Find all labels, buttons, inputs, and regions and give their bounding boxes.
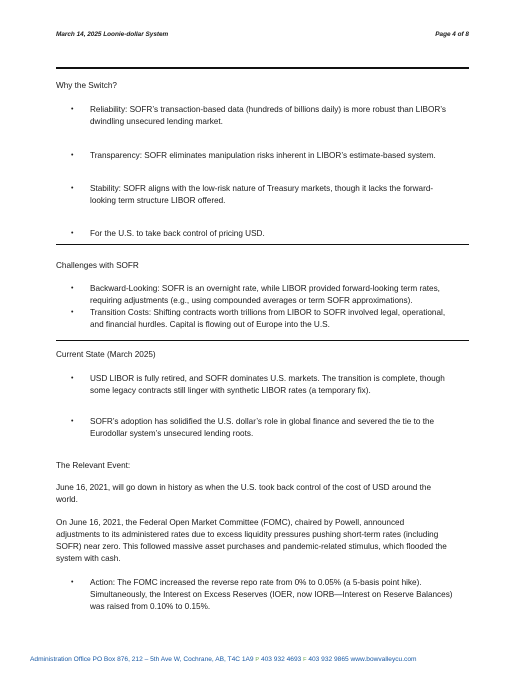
event-paragraph-2-line-2: adjustments to its administered rates due to excess liquidity pressures pushing short-term rates (including — [56, 530, 439, 539]
current-bullet-2-line-2: Eurodollar system’s unsecured lending roots. — [90, 429, 254, 438]
challenges-bullet-2-line-2: and financial hurdles. Capital is flowing out of Europe into the U.S. — [90, 320, 330, 329]
challenges-bullet-1-line-2: requiring adjustments (e.g., using compounded averages or term SOFR approximations). — [90, 296, 413, 305]
why-bullet-1-line-2: dwindling unsecured lending market. — [90, 117, 223, 126]
event-paragraph-1-line-2: world. — [56, 495, 78, 504]
section-heading-event: The Relevant Event: — [56, 461, 131, 470]
section-heading-challenges: Challenges with SOFR — [56, 261, 139, 270]
footer-phone-label: P — [255, 657, 260, 663]
section-divider — [56, 244, 469, 245]
event-paragraph-2-line-1: On June 16, 2021, the Federal Open Market Committee (FOMC), chaired by Powell, announced — [56, 518, 405, 527]
bullet-glyph: • — [71, 375, 74, 382]
section-heading-why: Why the Switch? — [56, 81, 117, 90]
footer-phone: 403 932 4693 — [260, 656, 302, 663]
footer-fax-label: F — [303, 657, 307, 663]
section-heading-current: Current State (March 2025) — [56, 350, 156, 359]
header-page-number: Page 4 of 8 — [435, 31, 469, 38]
bullet-glyph: • — [71, 185, 74, 192]
why-bullet-3-line-2: looking term structure LIBOR offered. — [90, 196, 226, 205]
event-paragraph-2-line-4: system with cash. — [56, 554, 121, 563]
event-bullet-1-line-2: Simultaneously, the Interest on Excess Reserves (IOER, now IORB—Interest on Reserve Balances) — [90, 590, 453, 599]
why-bullet-4-line-1: For the U.S. to take back control of pricing USD. — [90, 229, 265, 238]
bullet-glyph: • — [71, 285, 74, 292]
bullet-glyph: • — [71, 230, 74, 237]
challenges-bullet-1-line-1: Backward-Looking: SOFR is an overnight rate, while LIBOR provided forward-looking term rates, — [90, 284, 440, 293]
section-divider — [56, 340, 469, 341]
event-paragraph-2-line-3: SOFR) near zero. This followed massive asset purchases and pandemic-related stimulus, which flooded the — [56, 542, 447, 551]
current-bullet-1-line-1: USD LIBOR is fully retired, and SOFR dominates U.S. markets. The transition is complete, though — [90, 374, 445, 383]
challenges-bullet-2-line-1: Transition Costs: Shifting contracts worth trillions from LIBOR to SOFR involved legal, operational, — [90, 308, 446, 317]
header-rule — [56, 67, 469, 69]
bullet-glyph: • — [71, 309, 74, 316]
footer-fax: 403 932 9865 — [308, 656, 349, 663]
event-bullet-1-line-1: Action: The FOMC increased the reverse repo rate from 0% to 0.05% (a 5-basis point hike). — [90, 578, 422, 587]
current-bullet-2-line-1: SOFR’s adoption has solidified the U.S. dollar’s role in global finance and severed the tie to the — [90, 417, 435, 426]
footer-address: Administration Office PO Box 876, 212 – 5th Ave W, Cochrane, AB, T4C 1A9 — [30, 656, 254, 663]
bullet-glyph: • — [71, 106, 74, 113]
footer-website-link[interactable]: www.bowvalleycu.com — [350, 656, 417, 663]
event-bullet-1-line-3: was raised from 0.10% to 0.15%. — [90, 602, 211, 611]
bullet-glyph: • — [71, 418, 74, 425]
why-bullet-1-line-1: Reliability: SOFR’s transaction-based data (hundreds of billions daily) is more robust than LIBOR’s — [90, 105, 447, 114]
bullet-glyph: • — [71, 579, 74, 586]
event-paragraph-1-line-1: June 16, 2021, will go down in history as when the U.S. took back control of the cost of USD around the — [56, 483, 432, 492]
current-bullet-1-line-2: some legacy contracts still linger with synthetic LIBOR rates (a temporary fix). — [90, 386, 371, 395]
bullet-glyph: • — [71, 152, 74, 159]
why-bullet-2-line-1: Transparency: SOFR eliminates manipulation risks inherent in LIBOR’s estimate-based system. — [90, 151, 436, 160]
page-footer — [30, 656, 417, 663]
header-title: March 14, 2025 Loonie-dollar System — [56, 31, 169, 38]
why-bullet-3-line-1: Stability: SOFR aligns with the low-risk nature of Treasury markets, though it lacks the forward- — [90, 184, 434, 193]
